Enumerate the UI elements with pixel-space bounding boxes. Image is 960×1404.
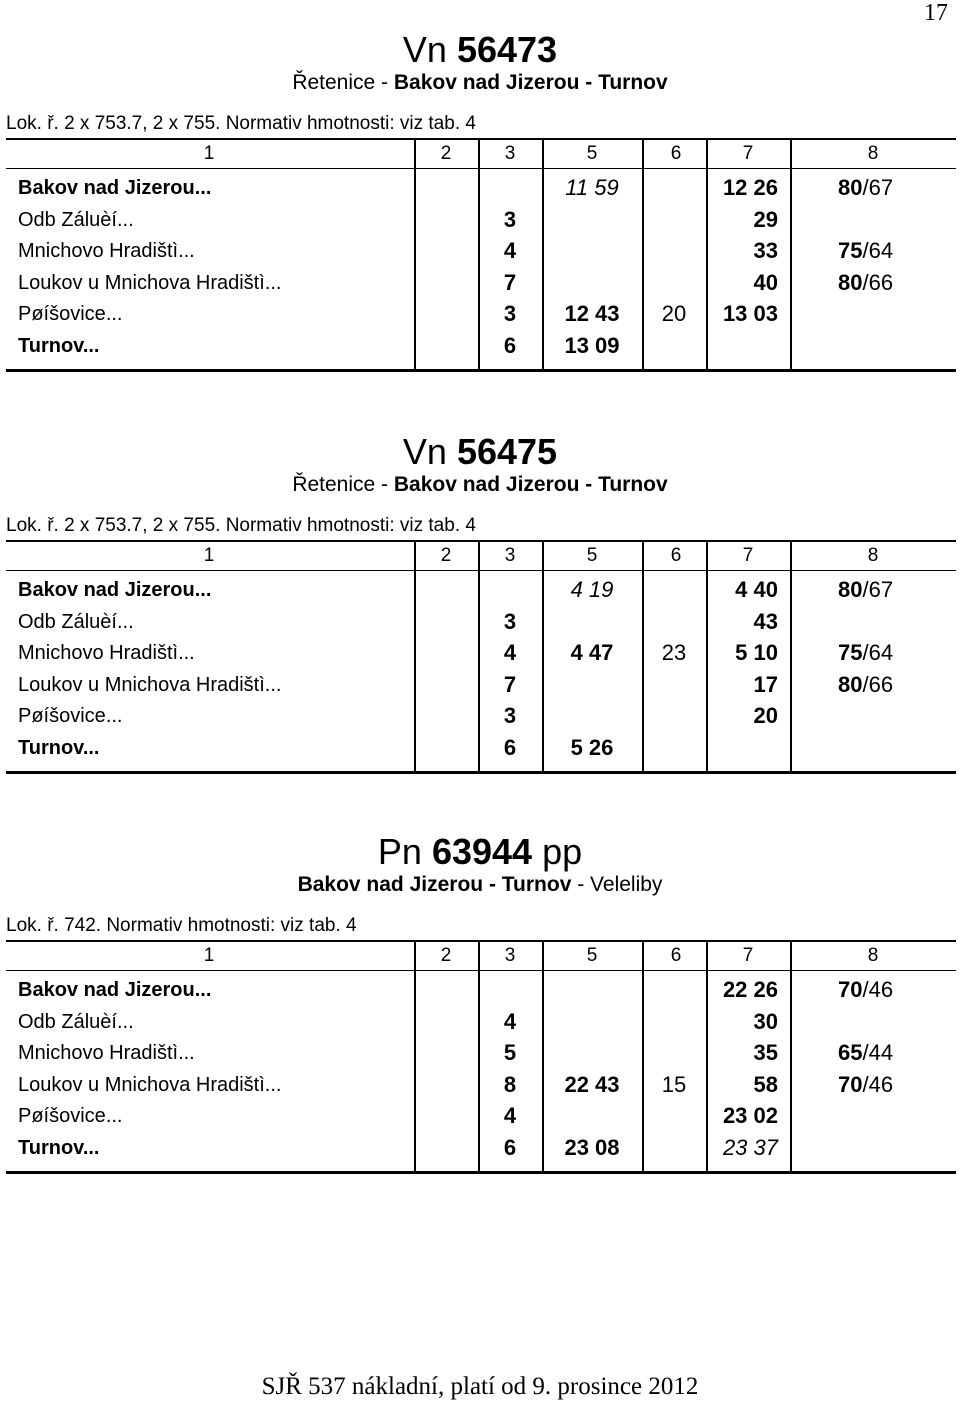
time-value: 5 26: [570, 734, 614, 760]
train-timetable: [0, 20, 960, 380]
column-number: 3: [504, 143, 516, 164]
dot-leader: ...: [116, 208, 134, 231]
column-divider: [790, 541, 792, 772]
speed-value: [838, 576, 893, 604]
dot-leader: ...: [105, 1105, 123, 1127]
passing-time: 12 26: [722, 175, 778, 200]
column-number: 8: [867, 545, 879, 566]
dot-leader: ...: [116, 610, 134, 633]
station-name: Turnov...: [18, 334, 100, 357]
dot-leader: ...: [105, 705, 123, 727]
speed-value: [838, 671, 893, 699]
column-number: 2: [440, 143, 452, 164]
distance-value: 4: [503, 238, 517, 263]
station-name: Bakov nad Jizerou...: [18, 177, 212, 199]
column-number: 8: [867, 945, 879, 966]
speed-value: [838, 174, 893, 202]
passing-time: 58: [753, 1071, 778, 1097]
dot-leader: ...: [82, 334, 100, 357]
passing-time: 23 37: [722, 1134, 778, 1160]
speed-primary: 80: [838, 577, 863, 602]
station-name: Loukov u Mnichova Hradištì...: [18, 1073, 282, 1096]
stop-duration: 15: [661, 1071, 687, 1097]
passing-time: 4 40: [735, 577, 778, 602]
station-name: Bakov nad Jizerou...: [18, 579, 212, 601]
train-route: [0, 70, 960, 96]
dot-leader: ...: [178, 240, 195, 262]
station-name: Mnichovo Hradištì...: [18, 642, 195, 664]
column-number: 7: [742, 545, 754, 566]
station-name: Turnov...: [18, 736, 100, 759]
distance-value: 3: [503, 608, 517, 634]
column-divider: [790, 941, 792, 1172]
speed-secondary: /46: [862, 1071, 894, 1097]
stop-duration: 23: [661, 640, 687, 665]
header-rule: [6, 138, 956, 140]
dot-leader: ...: [264, 673, 282, 696]
speed-primary: 70: [838, 1071, 863, 1097]
locomotive-info: Lok. ř. 2 x 753.7, 2 x 755. Normativ hmotnosti: viz tab. 4: [6, 515, 476, 536]
distance-value: 5: [503, 1040, 517, 1065]
header-rule: [6, 940, 956, 942]
station-name: Odb Záluèí...: [18, 1010, 134, 1033]
speed-secondary: /64: [862, 238, 894, 263]
column-number: 2: [440, 945, 452, 966]
speed-value: [838, 1071, 893, 1099]
dot-leader: ...: [194, 979, 212, 1001]
column-number: 6: [670, 545, 682, 566]
column-number: 6: [670, 945, 682, 966]
column-number: 7: [742, 945, 754, 966]
train-category: Vn: [402, 431, 447, 472]
passing-time: 23 02: [722, 1103, 778, 1128]
station-name: Odb Záluèí...: [18, 208, 134, 231]
column-number-rule: [6, 168, 956, 169]
train-title: [0, 30, 960, 70]
distance-value: 4: [503, 1103, 517, 1128]
locomotive-info: Lok. ř. 2 x 753.7, 2 x 755. Normativ hmotnosti: viz tab. 4: [6, 113, 476, 134]
dot-leader: ...: [82, 736, 100, 759]
train-route: [0, 472, 960, 498]
time-value: 12 43: [564, 301, 620, 326]
dot-leader: ...: [82, 1136, 100, 1159]
stop-duration: 20: [661, 301, 687, 326]
time-value: 4 47: [570, 640, 614, 665]
speed-value: [838, 1039, 893, 1067]
distance-value: 6: [503, 332, 517, 358]
dot-leader: ...: [178, 642, 195, 664]
dot-leader: ...: [264, 1073, 282, 1096]
passing-time: 33: [753, 238, 778, 263]
station-name: Turnov...: [18, 1136, 100, 1159]
column-number: 6: [670, 143, 682, 164]
station-name: Loukov u Mnichova Hradištì...: [18, 673, 282, 696]
distance-value: 8: [503, 1071, 517, 1097]
column-divider: [414, 139, 416, 370]
time-value: 23 08: [564, 1134, 620, 1160]
dot-leader: ...: [116, 1010, 134, 1033]
passing-time: 29: [753, 206, 778, 232]
speed-primary: 80: [838, 175, 863, 200]
train-route: [0, 872, 960, 898]
passing-time: 17: [753, 671, 778, 697]
dot-leader: ...: [178, 1042, 195, 1064]
distance-value: 6: [503, 1134, 517, 1160]
station-name: Mnichovo Hradištì...: [18, 240, 195, 262]
train-suffix: pp: [542, 831, 583, 872]
passing-time: 22 26: [722, 977, 778, 1002]
train-category: Pn: [377, 831, 422, 872]
speed-primary: 75: [838, 238, 863, 263]
column-number: 8: [867, 143, 879, 164]
station-name: Odb Záluèí...: [18, 610, 134, 633]
column-divider: [414, 941, 416, 1172]
speed-secondary: /64: [862, 640, 894, 665]
column-number: 1: [203, 945, 215, 966]
speed-value: [838, 639, 893, 667]
train-timetable: [0, 422, 960, 782]
route-end: - Veleliby: [571, 873, 663, 896]
train-title: [0, 432, 960, 472]
passing-time: 35: [753, 1040, 778, 1065]
passing-time: 5 10: [735, 640, 778, 665]
speed-secondary: /66: [862, 671, 894, 697]
time-value: 13 09: [564, 332, 620, 358]
train-number: 56473: [456, 29, 558, 70]
station-name: Pøíšovice...: [18, 303, 123, 325]
station-name: Mnichovo Hradištì...: [18, 1042, 195, 1064]
dot-leader: ...: [264, 271, 282, 294]
speed-primary: 80: [838, 671, 863, 697]
dot-leader: ...: [105, 303, 123, 325]
speed-value: [838, 269, 893, 297]
speed-primary: 70: [838, 977, 863, 1002]
distance-value: 3: [503, 301, 517, 326]
speed-primary: 65: [838, 1040, 863, 1065]
column-number: 1: [203, 545, 215, 566]
route-start: Řetenice -: [292, 473, 394, 496]
distance-value: 7: [503, 269, 517, 295]
distance-value: 4: [503, 1008, 517, 1034]
station-name: Bakov nad Jizerou...: [18, 979, 212, 1001]
dot-leader: ...: [194, 177, 212, 199]
column-number: 3: [504, 545, 516, 566]
distance-value: 4: [503, 640, 517, 665]
route-main: Bakov nad Jizerou - Turnov: [393, 71, 668, 94]
station-name: Loukov u Mnichova Hradištì...: [18, 271, 282, 294]
passing-time: 43: [753, 608, 778, 634]
column-number-rule: [6, 970, 956, 971]
time-value: 4 19: [570, 577, 614, 602]
distance-value: 3: [503, 703, 517, 728]
passing-time: 40: [753, 269, 778, 295]
speed-secondary: /44: [862, 1040, 894, 1065]
speed-value: [838, 237, 893, 265]
speed-primary: 80: [838, 269, 863, 295]
column-number-rule: [6, 570, 956, 571]
station-name: Pøíšovice...: [18, 705, 123, 727]
station-name: Pøíšovice...: [18, 1105, 123, 1127]
column-number: 3: [504, 945, 516, 966]
column-number: 7: [742, 143, 754, 164]
speed-secondary: /66: [862, 269, 894, 295]
train-category: Vn: [402, 29, 447, 70]
route-main: Bakov nad Jizerou - Turnov: [297, 873, 572, 896]
speed-value: [838, 976, 893, 1004]
train-title: [0, 832, 960, 872]
table-bottom-rule: [6, 1171, 956, 1174]
speed-secondary: /67: [862, 175, 894, 200]
column-divider: [414, 541, 416, 772]
passing-time: 13 03: [722, 301, 778, 326]
locomotive-info: Lok. ř. 742. Normativ hmotnosti: viz tab. 4: [6, 915, 357, 936]
column-number: 5: [586, 545, 598, 566]
speed-primary: 75: [838, 640, 863, 665]
route-main: Bakov nad Jizerou - Turnov: [393, 473, 668, 496]
column-divider: [642, 941, 644, 1172]
passing-time: 30: [753, 1008, 778, 1034]
distance-value: 3: [503, 206, 517, 232]
footer: SJŘ 537 nákladní, platí od 9. prosince 2012: [261, 1373, 699, 1400]
passing-time: 20: [753, 703, 778, 728]
distance-value: 7: [503, 671, 517, 697]
time-value: 11 59: [565, 175, 619, 200]
table-bottom-rule: [6, 369, 956, 372]
header-rule: [6, 540, 956, 542]
page-number: 17: [924, 0, 948, 26]
train-timetable: [0, 822, 960, 1182]
train-number: 56475: [456, 431, 558, 472]
column-number: 2: [440, 545, 452, 566]
distance-value: 6: [503, 734, 517, 760]
speed-secondary: /46: [862, 977, 894, 1002]
route-start: Řetenice -: [292, 71, 394, 94]
column-divider: [642, 139, 644, 370]
column-number: 1: [203, 143, 215, 164]
time-value: 22 43: [564, 1071, 620, 1097]
dot-leader: ...: [194, 579, 212, 601]
table-bottom-rule: [6, 771, 956, 774]
column-number: 5: [586, 143, 598, 164]
column-number: 5: [586, 945, 598, 966]
speed-secondary: /67: [862, 577, 894, 602]
train-number: 63944: [431, 831, 533, 872]
column-divider: [790, 139, 792, 370]
